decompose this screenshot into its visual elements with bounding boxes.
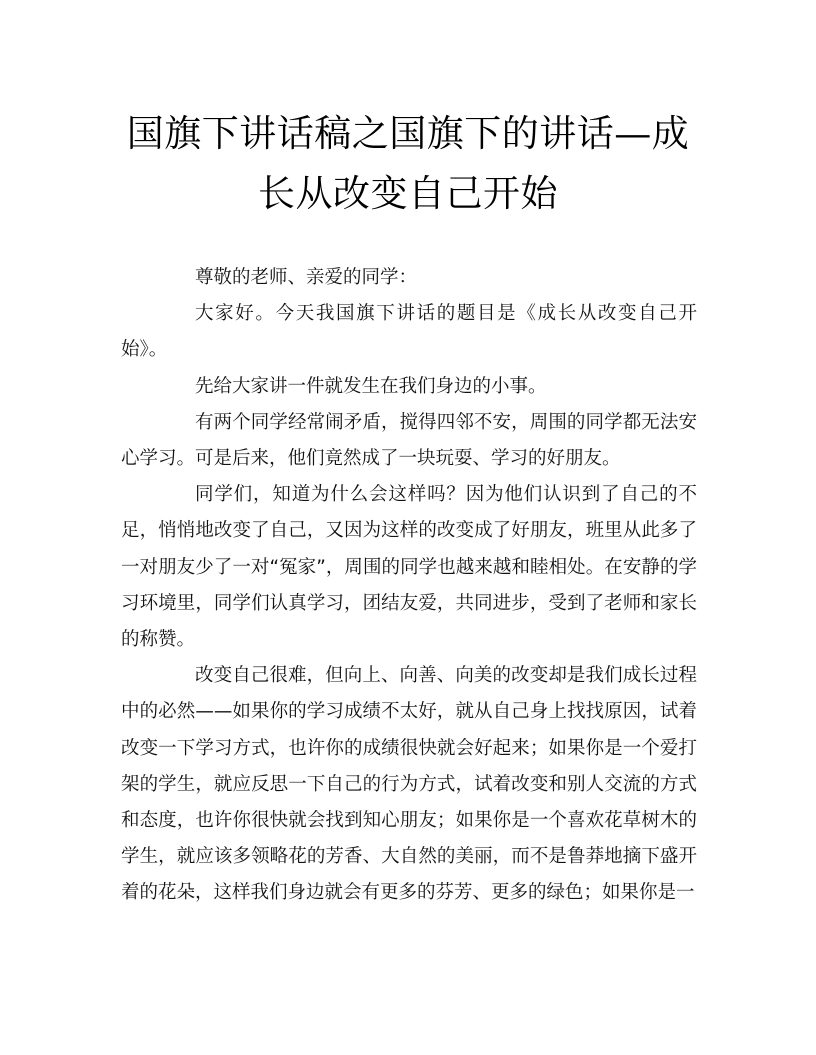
document-title: 国旗下讲话稿之国旗下的讲话—成长从改变自己开始 bbox=[126, 112, 690, 215]
paragraph-reason: 同学们，知道为什么会这样吗？因为他们认识到了自己的不足，悄悄地改变了自己，又因为这样的改变成了好朋友，班里从此多了一对朋友少了一对“冤家”，周围的同学也越来越和睦相处。在安静的学习环境里，同学们认真学习，团结友爱，共同进步，受到了老师和家长的称赞。 bbox=[121, 484, 697, 651]
paragraph-greeting: 尊敬的老师、亲爱的同学： bbox=[195, 267, 418, 288]
paragraph-story-intro: 先给大家讲一件就发生在我们身边的小事。 bbox=[195, 375, 547, 397]
document-body bbox=[121, 260, 697, 912]
paragraph-topic: 大家好。今天我国旗下讲话的题目是《成长从改变自己开始》。 bbox=[121, 303, 697, 361]
paragraph-story: 有两个同学经常闹矛盾，搅得四邻不安，周围的同学都无法安心学习。可是后来，他们竟然成了一块玩耍、学习的好朋友。 bbox=[121, 411, 697, 470]
paragraph-change: 改变自己很难，但向上、向善、向美的改变却是我们成长过程中的必然——如果你的学习成绩不太好，就从自己身上找找原因，试着改变一下学习方式，也许你的成绩很快就会好起来；如果你是一个爱打架的学生，就应反思一下自己的行为方式，试着改变和别人交流的方式和态度，也许你很快就会找到知心朋友；如果你是一个喜欢花草树木的学生，就应该多领略花的芳香、大自然的美丽，而不是鲁莽地摘下盛开着的花朵，这样我们身边就会有更多的芬芳、更多的绿色；如果你是一 bbox=[121, 665, 697, 904]
